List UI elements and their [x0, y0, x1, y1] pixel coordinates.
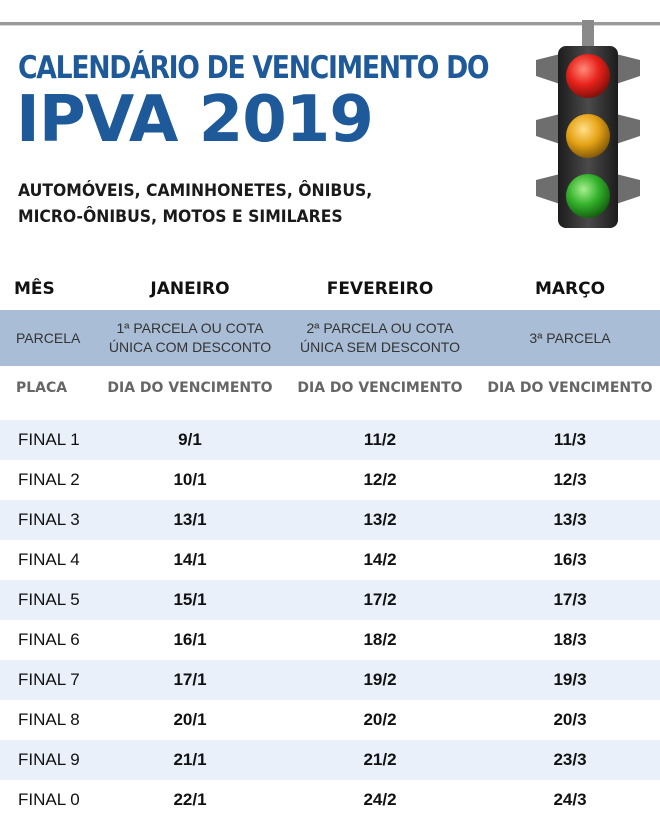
traffic-light-mount [582, 20, 594, 46]
table-row [0, 580, 660, 620]
due-february: 21/2 [363, 750, 397, 769]
table-row [0, 740, 660, 780]
placa-final: FINAL 5 [18, 590, 80, 609]
page-title: IPVA 2019 [16, 83, 373, 157]
yellow-light-icon [566, 114, 610, 158]
placa-final: FINAL 0 [18, 790, 80, 809]
month-march: MARÇO [534, 279, 606, 299]
green-light-icon [566, 174, 610, 218]
due-january: 16/1 [173, 630, 207, 649]
parcela-3-line-1: 3ª PARCELA [529, 329, 611, 346]
subtitle-line-2: MICRO-ÔNIBUS, MOTOS E SIMILARES [18, 207, 343, 227]
placa-header-row [0, 368, 660, 408]
due-february: 24/2 [363, 790, 397, 809]
table-row [0, 660, 660, 700]
due-label-february: DIA DO VENCIMENTO [297, 380, 463, 396]
placa-final: FINAL 2 [18, 470, 80, 489]
due-february: 17/2 [363, 590, 397, 609]
due-january: 21/1 [173, 750, 207, 769]
due-march: 24/3 [553, 790, 587, 809]
parcela-2-line-1: 2ª PARCELA OU COTA [306, 320, 454, 336]
due-january: 22/1 [173, 790, 207, 809]
due-january: 10/1 [173, 470, 207, 489]
placa-final: FINAL 3 [18, 510, 80, 529]
due-february: 14/2 [363, 550, 397, 569]
due-march: 18/3 [553, 630, 587, 649]
placa-label: PLACA [16, 380, 68, 396]
due-february: 11/2 [363, 430, 397, 449]
parcela-label: PARCELA [16, 329, 81, 346]
placa-final: FINAL 7 [18, 670, 80, 689]
due-january: 20/1 [173, 710, 207, 729]
due-label-january: DIA DO VENCIMENTO [107, 380, 273, 396]
due-january: 9/1 [178, 430, 202, 449]
due-march: 23/3 [553, 750, 587, 769]
due-march: 19/3 [553, 670, 587, 689]
due-february: 19/2 [363, 670, 397, 689]
due-february: 20/2 [363, 710, 397, 729]
month-header-row [0, 270, 660, 308]
due-label-march: DIA DO VENCIMENTO [487, 380, 653, 396]
placa-final: FINAL 1 [18, 430, 80, 449]
traffic-light-icon [532, 20, 644, 232]
due-february: 18/2 [363, 630, 397, 649]
red-light-icon [566, 54, 610, 98]
parcela-1 [100, 319, 280, 357]
table-row [0, 700, 660, 740]
table-row [0, 780, 660, 820]
due-january: 15/1 [173, 590, 207, 609]
due-january: 17/1 [173, 670, 207, 689]
due-march: 20/3 [553, 710, 587, 729]
title-line-1: CALENDÁRIO DE VENCIMENTO DO [18, 50, 489, 86]
parcela-2 [280, 319, 480, 357]
placa-final: FINAL 9 [18, 750, 80, 769]
table-row [0, 620, 660, 660]
table-row [0, 500, 660, 540]
parcela-row [0, 310, 660, 366]
subtitle-line-1: AUTOMÓVEIS, CAMINHONETES, ÔNIBUS, [18, 181, 373, 201]
due-january: 13/1 [173, 510, 207, 529]
placa-final: FINAL 6 [18, 630, 80, 649]
table-row [0, 420, 660, 460]
parcela-1-line-1: 1ª PARCELA OU COTA [116, 320, 264, 336]
parcela-2-line-2: ÚNICA SEM DESCONTO [300, 339, 460, 355]
month-february: FEVEREIRO [326, 279, 434, 299]
parcela-3 [480, 329, 660, 348]
table-row [0, 460, 660, 500]
table-row [0, 540, 660, 580]
placa-final: FINAL 4 [18, 550, 80, 569]
parcela-1-line-2: ÚNICA COM DESCONTO [108, 339, 272, 355]
due-march: 12/3 [553, 470, 587, 489]
due-february: 12/2 [363, 470, 397, 489]
due-march: 13/3 [553, 510, 587, 529]
month-january: JANEIRO [150, 279, 230, 299]
due-march: 11/3 [553, 430, 587, 449]
due-january: 14/1 [173, 550, 207, 569]
due-march: 17/3 [553, 590, 587, 609]
month-label: MÊS [14, 279, 55, 299]
due-february: 13/2 [363, 510, 397, 529]
subtitle [18, 178, 372, 230]
placa-final: FINAL 8 [18, 710, 80, 729]
due-march: 16/3 [553, 550, 587, 569]
